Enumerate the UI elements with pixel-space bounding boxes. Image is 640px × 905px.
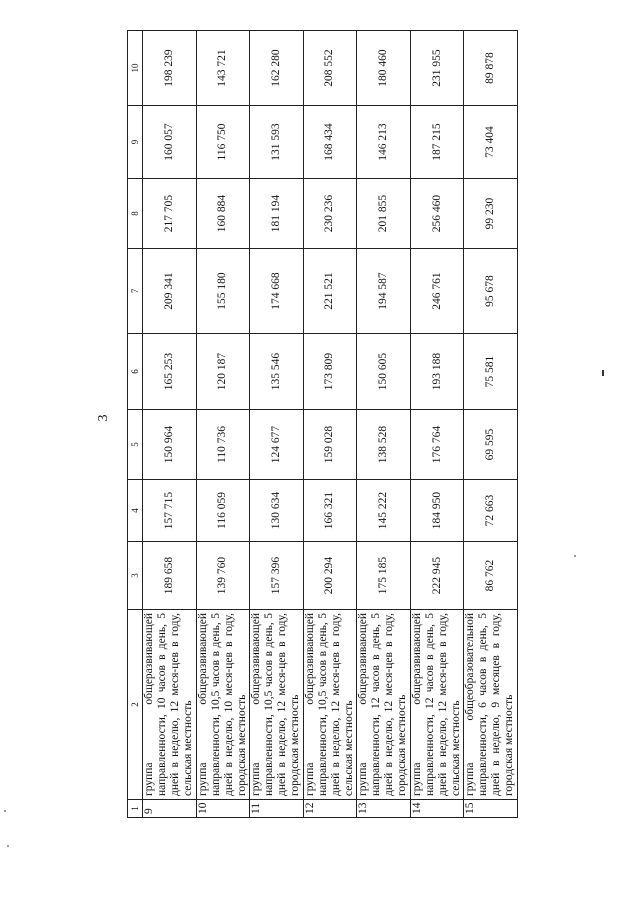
value-cell: 135 546 xyxy=(250,334,304,410)
value-cell: 75 581 xyxy=(464,334,518,410)
value-cell: 95 678 xyxy=(464,249,518,334)
row-description: группа общеразвивающей направленности, 10 часов в день, 5 дней в неделю, 12 меся-цев в году, сельская местность xyxy=(143,610,197,800)
value-cell: 198 239 xyxy=(143,31,197,106)
value-cell: 162 280 xyxy=(250,31,304,106)
value-cell: 230 236 xyxy=(303,179,357,249)
value-cell: 194 587 xyxy=(357,249,411,334)
value-cell: 72 663 xyxy=(464,480,518,542)
value-cell: 180 460 xyxy=(357,31,411,106)
value-cell: 222 945 xyxy=(410,542,464,610)
value-cell: 166 321 xyxy=(303,480,357,542)
value-cell: 130 634 xyxy=(250,480,304,542)
value-cell: 193 188 xyxy=(410,334,464,410)
value-cell: 200 294 xyxy=(303,542,357,610)
value-cell: 174 668 xyxy=(250,249,304,334)
value-cell: 201 855 xyxy=(357,179,411,249)
value-cell: 157 715 xyxy=(143,480,197,542)
cost-table xyxy=(127,30,518,818)
value-cell: 187 215 xyxy=(410,106,464,179)
scan-speck xyxy=(7,845,9,847)
row-description: группа общеразвивающей направленности, 10,5 часов в день, 5 дней в неделю, 12 меся-цев в году, городская местность xyxy=(250,610,304,800)
row-description: группа общеразвивающей направленности, 12 часов в день, 5 дней в неделю, 12 меся-цев в году, сельская местность xyxy=(410,610,464,800)
row-number: 14 xyxy=(410,800,464,818)
row-description: группа общеразвивающей направленности, 12 часов в день, 5 дней в неделю, 12 меся-цев в году, городская местность xyxy=(357,610,411,800)
value-cell: 168 434 xyxy=(303,106,357,179)
value-cell: 120 187 xyxy=(196,334,250,410)
row-number: 13 xyxy=(357,800,411,818)
scan-speck xyxy=(4,810,6,812)
table-row xyxy=(464,31,518,818)
value-cell: 209 341 xyxy=(143,249,197,334)
table-row xyxy=(357,31,411,818)
header-cell: 5 xyxy=(128,410,143,480)
row-number: 9 xyxy=(143,800,197,818)
value-cell: 139 760 xyxy=(196,542,250,610)
value-cell: 89 878 xyxy=(464,31,518,106)
value-cell: 231 955 xyxy=(410,31,464,106)
row-number: 15 xyxy=(464,800,518,818)
value-cell: 221 521 xyxy=(303,249,357,334)
value-cell: 131 593 xyxy=(250,106,304,179)
value-cell: 138 528 xyxy=(357,410,411,480)
value-cell: 184 950 xyxy=(410,480,464,542)
header-cell: 6 xyxy=(128,334,143,410)
value-cell: 176 764 xyxy=(410,410,464,480)
value-cell: 173 809 xyxy=(303,334,357,410)
value-cell: 217 705 xyxy=(143,179,197,249)
rotated-page xyxy=(96,31,518,818)
value-cell: 160 057 xyxy=(143,106,197,179)
header-cell: 3 xyxy=(128,542,143,610)
value-cell: 150 605 xyxy=(357,334,411,410)
row-number: 12 xyxy=(303,800,357,818)
table-row xyxy=(410,31,464,818)
header-cell: 1 xyxy=(128,800,143,818)
table-row xyxy=(250,31,304,818)
header-cell: 7 xyxy=(128,249,143,334)
value-cell: 175 185 xyxy=(357,542,411,610)
row-number: 10 xyxy=(196,800,250,818)
header-cell: 10 xyxy=(128,31,143,106)
value-cell: 110 736 xyxy=(196,410,250,480)
table-row xyxy=(303,31,357,818)
value-cell: 160 884 xyxy=(196,179,250,249)
value-cell: 69 595 xyxy=(464,410,518,480)
value-cell: 116 059 xyxy=(196,480,250,542)
value-cell: 116 750 xyxy=(196,106,250,179)
value-cell: 159 028 xyxy=(303,410,357,480)
table-row xyxy=(143,31,197,818)
value-cell: 155 180 xyxy=(196,249,250,334)
table-row xyxy=(196,31,250,818)
value-cell: 146 213 xyxy=(357,106,411,179)
value-cell: 73 404 xyxy=(464,106,518,179)
value-cell: 189 658 xyxy=(143,542,197,610)
value-cell: 150 964 xyxy=(143,410,197,480)
row-description: группа общеразвивающей направленности, 10,5 часов в день, 5 дней в неделю, 12 меся-цев в году, сельская местность xyxy=(303,610,357,800)
header-row xyxy=(128,31,143,818)
header-cell: 4 xyxy=(128,480,143,542)
value-cell: 143 721 xyxy=(196,31,250,106)
value-cell: 256 460 xyxy=(410,179,464,249)
value-cell: 208 552 xyxy=(303,31,357,106)
value-cell: 86 762 xyxy=(464,542,518,610)
row-description: группа общеразвивающей направленности, 10,5 часов в день, 5 дней в неделю, 10 меся-цев в году, городская местность xyxy=(196,610,250,800)
header-cell: 8 xyxy=(128,179,143,249)
scan-speck xyxy=(574,555,576,557)
row-description: группа общеобразовательной направленности, 6 часов в день, 5 дней в неделю, 9 месяцев в году, городская местность xyxy=(464,610,518,800)
header-cell: 2 xyxy=(128,610,143,800)
value-cell: 124 677 xyxy=(250,410,304,480)
value-cell: 165 253 xyxy=(143,334,197,410)
page-number: 3 xyxy=(96,414,111,422)
value-cell: 181 194 xyxy=(250,179,304,249)
header-cell: 9 xyxy=(128,106,143,179)
value-cell: 246 761 xyxy=(410,249,464,334)
value-cell: 145 222 xyxy=(357,480,411,542)
value-cell: 99 230 xyxy=(464,179,518,249)
value-cell: 157 396 xyxy=(250,542,304,610)
row-number: 11 xyxy=(250,800,304,818)
scan-mark xyxy=(602,370,604,376)
